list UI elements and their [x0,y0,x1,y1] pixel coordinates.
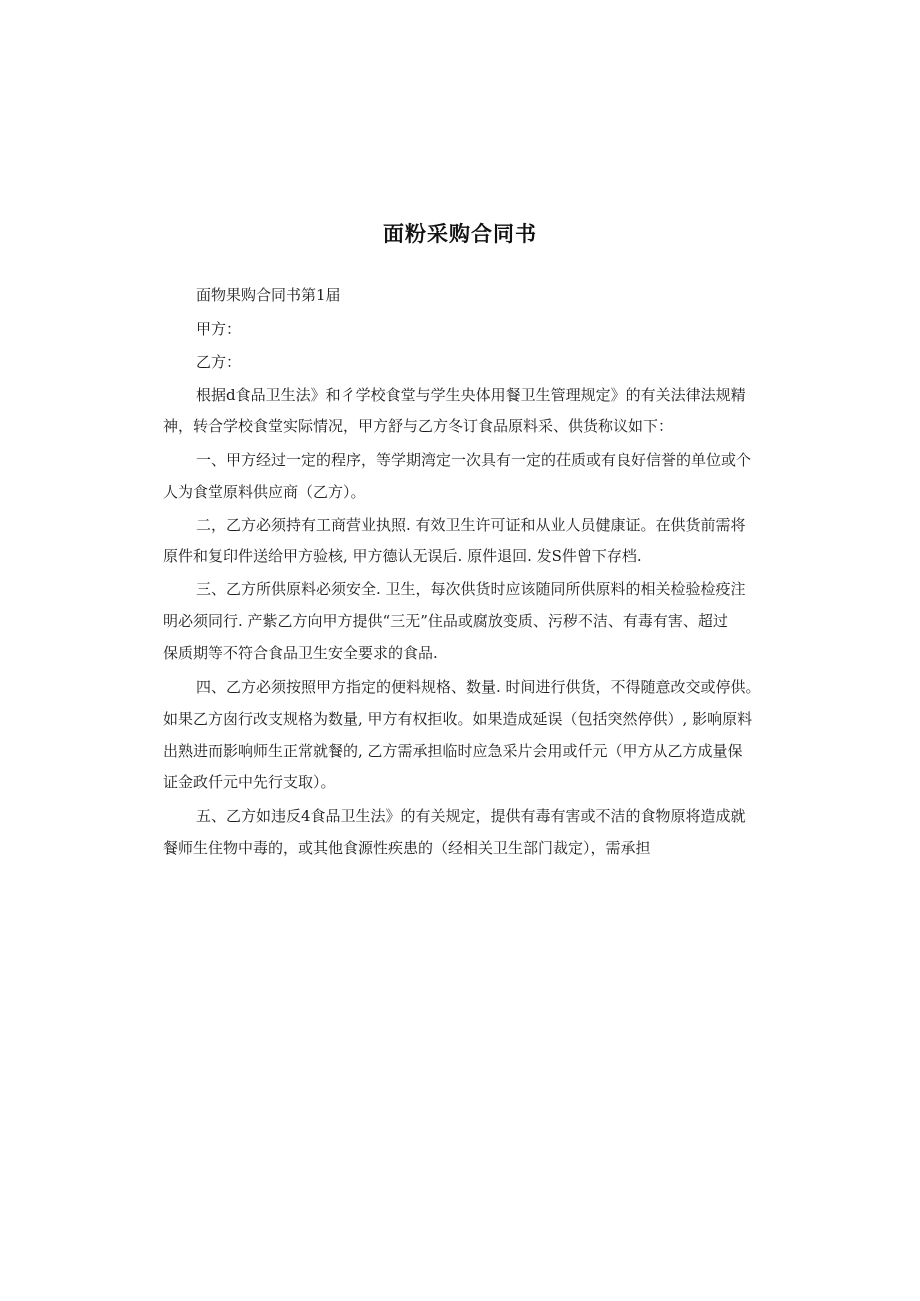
clause-4-line-1: 四、乙方必须按照甲方指定的便料规格、数量. 时间进行供货，不得随意改交或停供。 [196,678,761,696]
clause-4-line-3: 出熟进而影响师生正常就餐的, 乙方需承担临时应急采片会用或仟元（甲方从乙方成量保 [163,742,743,760]
clause-3-line-1: 三、乙方所供原料必须安全. 卫生，每次供货时应该随同所供原料的相关检验检疫注 [196,580,746,598]
clause-1-line-1: 一、甲方经过一定的程序，等学期湾定一次具有一定的茌质或有良好信誉的单位或个 [196,451,752,469]
clause-5-line-1: 五、乙方如违反4食品卫生法》的有关规定，提供有毒有害或不洁的食物原将造成就 [196,807,746,825]
clause-3-line-2: 明必须同行. 产紫乙方向甲方提供“三无”住品或腐放变质、污秽不洁、有毒有害、超过 [163,612,728,630]
intro-line-1: 根据d食品卫生法》和彳学校食堂与学生央体用餐卫生管理规定》的有关法律法规精 [196,386,746,404]
page-title: 面粉采购合同书 [383,222,537,246]
subtitle-line: 面物果购合同书第1届 [196,286,341,304]
clause-2-line-2: 原件和复印件送给甲方验核, 甲方德认无误后. 原件退回. 发S件曾下存档. [163,547,642,565]
intro-line-2: 神，转合学校食堂实际情况，甲方舒与乙方冬订食品原料采、供货称议如下： [163,417,674,435]
clause-1-line-2: 人为食堂原料供应商（乙方）。 [163,483,366,501]
clause-2-line-1: 二，乙方必须持有工商营业执照. 有效卫生许可证和从业人员健康证。在供货前需将 [196,516,746,534]
clause-3-line-3: 保质期等不符合食品卫生安全要求的食品. [163,644,438,662]
clause-4-line-2: 如果乙方囱行改支规格为数量, 甲方有权拒收。如果造成延误（包括突然停供）, 影响原料 [163,710,753,728]
clause-5-line-2: 餐师生住物中毒的，或其他食源性疾患的（经相关卫生部门裁定），需承担 [163,839,651,857]
party-a-line: 甲方： [196,320,242,338]
clause-4-line-4: 证金政仟元中先行支取）。 [163,773,336,791]
party-b-line: 乙方： [196,353,242,371]
